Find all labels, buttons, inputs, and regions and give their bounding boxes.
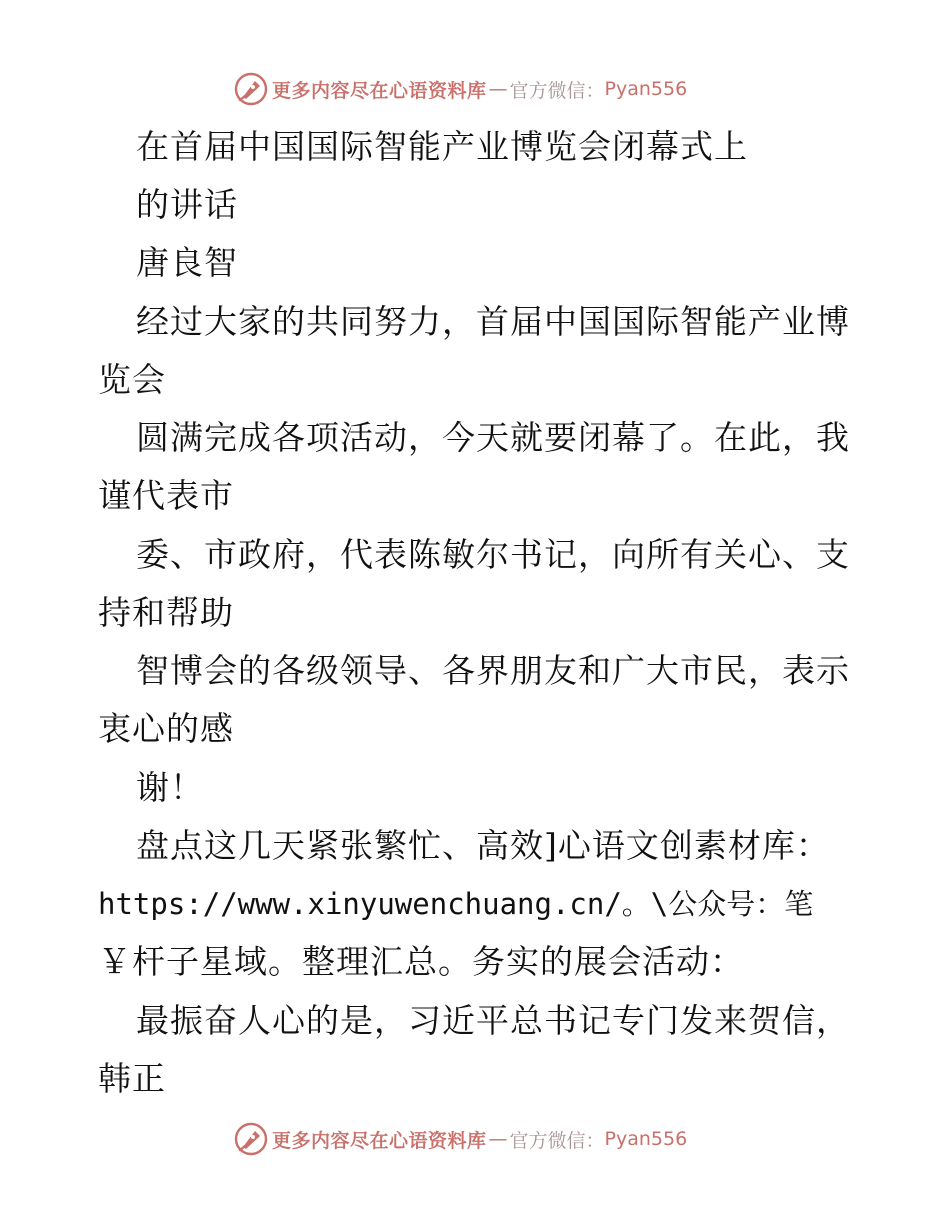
body-line: 最振奋人心的是，习近平总书记专门发来贺信， <box>136 1001 850 1040</box>
body-line: 谨代表市 <box>98 476 234 515</box>
banner-text: 更多内容尽在心语资料库 <box>272 1129 487 1152</box>
pen-nib-logo-icon <box>234 1122 268 1156</box>
body-line: 览会 <box>98 360 166 399</box>
pen-nib-logo-icon <box>234 72 268 106</box>
body-line: 智博会的各级领导、各界朋友和广大市民，表示 <box>136 651 850 690</box>
banner-wechat-id: Pyan556 <box>604 78 688 100</box>
banner-wechat-label: 官方微信： <box>509 79 605 102</box>
body-line: 衷心的感 <box>98 709 234 748</box>
body-line-url: https://www.xinyuwenchuang.cn/。\公众号：笔 <box>98 887 814 921</box>
header-watermark-banner <box>234 71 687 107</box>
body-line: ￥杆子星域。整理汇总。务实的展会活动： <box>98 942 744 981</box>
author-name: 唐良智 <box>136 243 238 282</box>
banner-text: 更多内容尽在心语资料库 <box>272 79 487 102</box>
banner-wechat-label: 官方微信： <box>509 1129 605 1152</box>
body-line: 圆满完成各项活动，今天就要闭幕了。在此，我 <box>136 418 850 457</box>
body-line: 韩正 <box>98 1059 166 1098</box>
banner-wechat-id: Pyan556 <box>604 1128 688 1150</box>
banner-dash: — <box>488 1128 508 1150</box>
banner-dash: — <box>488 78 508 100</box>
footer-watermark-banner <box>234 1121 687 1157</box>
body-line: 委、市政府，代表陈敏尔书记，向所有关心、支 <box>136 535 850 574</box>
title-line-1: 在首届中国国际智能产业博览会闭幕式上 <box>136 127 748 166</box>
title-line-2: 的讲话 <box>136 185 238 224</box>
body-line: 经过大家的共同努力，首届中国国际智能产业博 <box>136 302 850 341</box>
body-line: 盘点这几天紧张繁忙、高效]心语文创素材库： <box>136 826 830 865</box>
body-line: 谢！ <box>136 768 204 807</box>
body-line: 持和帮助 <box>98 593 234 632</box>
